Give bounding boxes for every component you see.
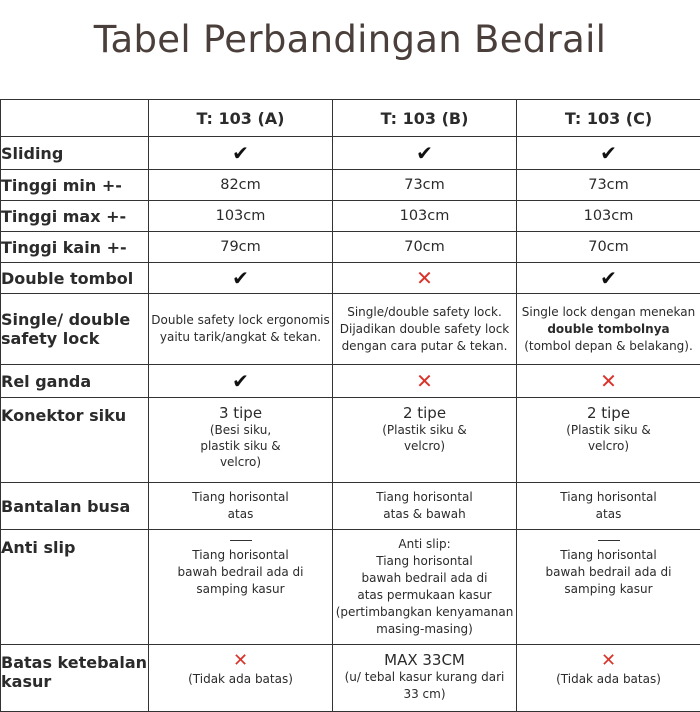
- label-rel-ganda: Rel ganda: [1, 365, 149, 398]
- value-safety-c-line3: (tombol depan & belakang).: [517, 338, 700, 355]
- cross-icon: ✕: [416, 369, 433, 393]
- label-bantalan-busa: Bantalan busa: [1, 483, 149, 530]
- check-icon: ✔: [232, 141, 249, 165]
- row-anti-slip: [1, 530, 700, 645]
- row-tinggi-min: [1, 170, 700, 201]
- value-batas-b-main: MAX 33CM: [333, 651, 516, 669]
- table-header-row: [1, 100, 700, 137]
- dash-icon: [230, 540, 252, 541]
- value-safety-b-line1: Single/double safety lock.: [333, 304, 516, 321]
- row-safety-lock: [1, 294, 700, 365]
- value-konektor-b-main: 2 tipe: [333, 404, 516, 422]
- value-tinggi-min-a: 82cm: [149, 170, 333, 201]
- value-safety-c: [517, 294, 700, 365]
- value-tinggi-kain-c: 70cm: [517, 232, 700, 263]
- value-bantalan-c-line2: atas: [517, 506, 700, 523]
- value-bantalan-a-line2: atas: [149, 506, 332, 523]
- label-safety-lock-line2: safety lock: [1, 329, 148, 348]
- value-safety-c-line2: double tombolnya: [547, 322, 669, 336]
- value-anti-slip-b-line5: (pertimbangkan kenyamanan: [333, 604, 516, 621]
- value-safety-a-line2: yaitu tarik/angkat & tekan.: [149, 329, 332, 346]
- row-konektor-siku: [1, 398, 700, 483]
- row-bantalan-busa: [1, 483, 700, 530]
- value-bantalan-c-line1: Tiang horisontal: [517, 489, 700, 506]
- label-safety-lock-line1: Single/ double: [1, 310, 148, 329]
- value-anti-slip-c-line1: Tiang horisontal: [517, 547, 700, 564]
- value-anti-slip-b: [333, 530, 517, 645]
- value-bantalan-a: [149, 483, 333, 530]
- check-icon: ✔: [600, 266, 617, 290]
- check-icon: ✔: [600, 141, 617, 165]
- label-sliding: Sliding: [1, 137, 149, 170]
- value-konektor-a-main: 3 tipe: [149, 404, 332, 422]
- row-batas-ketebalan: [1, 645, 700, 712]
- value-konektor-c-main: 2 tipe: [517, 404, 700, 422]
- value-anti-slip-b-line2: Tiang horisontal: [333, 553, 516, 570]
- value-safety-b: [333, 294, 517, 365]
- cross-icon: ✕: [416, 266, 433, 290]
- value-anti-slip-b-line6: masing-masing): [333, 621, 516, 638]
- value-safety-b-line2: Dijadikan double safety lock: [333, 321, 516, 338]
- cross-icon: ✕: [600, 369, 617, 393]
- label-batas-ketebalan: [1, 645, 149, 712]
- value-bantalan-b-line2: atas & bawah: [333, 506, 516, 523]
- page-title: Tabel Perbandingan Bedrail: [0, 18, 700, 61]
- value-batas-b-line1: (u/ tebal kasur kurang dari: [333, 669, 516, 686]
- value-anti-slip-a: [149, 530, 333, 645]
- value-konektor-a: [149, 398, 333, 483]
- dash-icon: [598, 540, 620, 541]
- cross-icon: ✕: [601, 651, 616, 671]
- row-double-tombol: [1, 263, 700, 294]
- value-konektor-a-line2: plastik siku &: [149, 438, 332, 454]
- value-anti-slip-b-line1: Anti slip:: [333, 536, 516, 553]
- cross-icon: ✕: [233, 651, 248, 671]
- value-anti-slip-a-line3: samping kasur: [149, 581, 332, 598]
- value-tinggi-min-b: 73cm: [333, 170, 517, 201]
- label-safety-lock: [1, 294, 149, 365]
- value-anti-slip-c-line2: bawah bedrail ada di: [517, 564, 700, 581]
- label-anti-slip: Anti slip: [1, 530, 149, 645]
- header-empty: [1, 100, 149, 137]
- value-konektor-a-line3: velcro): [149, 454, 332, 470]
- check-icon: ✔: [232, 369, 249, 393]
- value-konektor-a-line1: (Besi siku,: [149, 422, 332, 438]
- label-konektor-siku: Konektor siku: [1, 398, 149, 483]
- value-anti-slip-b-line3: bawah bedrail ada di: [333, 570, 516, 587]
- value-tinggi-max-b: 103cm: [333, 201, 517, 232]
- value-safety-a: [149, 294, 333, 365]
- value-konektor-b-line2: velcro): [333, 438, 516, 454]
- row-tinggi-max: [1, 201, 700, 232]
- label-tinggi-kain: Tinggi kain +-: [1, 232, 149, 263]
- row-rel-ganda: [1, 365, 700, 398]
- value-tinggi-min-c: 73cm: [517, 170, 700, 201]
- value-anti-slip-c-line3: samping kasur: [517, 581, 700, 598]
- value-konektor-b-line1: (Plastik siku &: [333, 422, 516, 438]
- value-bantalan-c: [517, 483, 700, 530]
- value-safety-b-line3: dengan cara putar & tekan.: [333, 338, 516, 355]
- check-icon: ✔: [232, 266, 249, 290]
- header-model-a: T: 103 (A): [149, 100, 333, 137]
- value-bantalan-b-line1: Tiang horisontal: [333, 489, 516, 506]
- row-sliding: [1, 137, 700, 170]
- value-batas-a: [149, 645, 333, 712]
- value-batas-b-line2: 33 cm): [333, 686, 516, 703]
- value-konektor-b: [333, 398, 517, 483]
- value-safety-a-line1: Double safety lock ergonomis: [149, 312, 332, 329]
- label-tinggi-min: Tinggi min +-: [1, 170, 149, 201]
- value-konektor-c-line1: (Plastik siku &: [517, 422, 700, 438]
- value-safety-c-line1: Single lock dengan menekan: [517, 304, 700, 321]
- value-batas-a-line1: (Tidak ada batas): [149, 671, 332, 688]
- label-double-tombol: Double tombol: [1, 263, 149, 294]
- value-bantalan-a-line1: Tiang horisontal: [149, 489, 332, 506]
- value-bantalan-b: [333, 483, 517, 530]
- value-konektor-c: [517, 398, 700, 483]
- value-anti-slip-c: [517, 530, 700, 645]
- label-tinggi-max: Tinggi max +-: [1, 201, 149, 232]
- label-batas-line2: kasur: [1, 672, 148, 691]
- row-tinggi-kain: [1, 232, 700, 263]
- header-model-c: T: 103 (C): [517, 100, 700, 137]
- header-model-b: T: 103 (B): [333, 100, 517, 137]
- value-tinggi-max-a: 103cm: [149, 201, 333, 232]
- value-batas-c-line1: (Tidak ada batas): [517, 671, 700, 688]
- check-icon: ✔: [416, 141, 433, 165]
- value-konektor-c-line2: velcro): [517, 438, 700, 454]
- value-tinggi-kain-b: 70cm: [333, 232, 517, 263]
- label-batas-line1: Batas ketebalan: [1, 653, 148, 672]
- value-anti-slip-a-line1: Tiang horisontal: [149, 547, 332, 564]
- comparison-table: [0, 99, 700, 712]
- value-anti-slip-b-line4: atas permukaan kasur: [333, 587, 516, 604]
- value-batas-c: [517, 645, 700, 712]
- value-tinggi-kain-a: 79cm: [149, 232, 333, 263]
- value-anti-slip-a-line2: bawah bedrail ada di: [149, 564, 332, 581]
- value-batas-b: [333, 645, 517, 712]
- value-tinggi-max-c: 103cm: [517, 201, 700, 232]
